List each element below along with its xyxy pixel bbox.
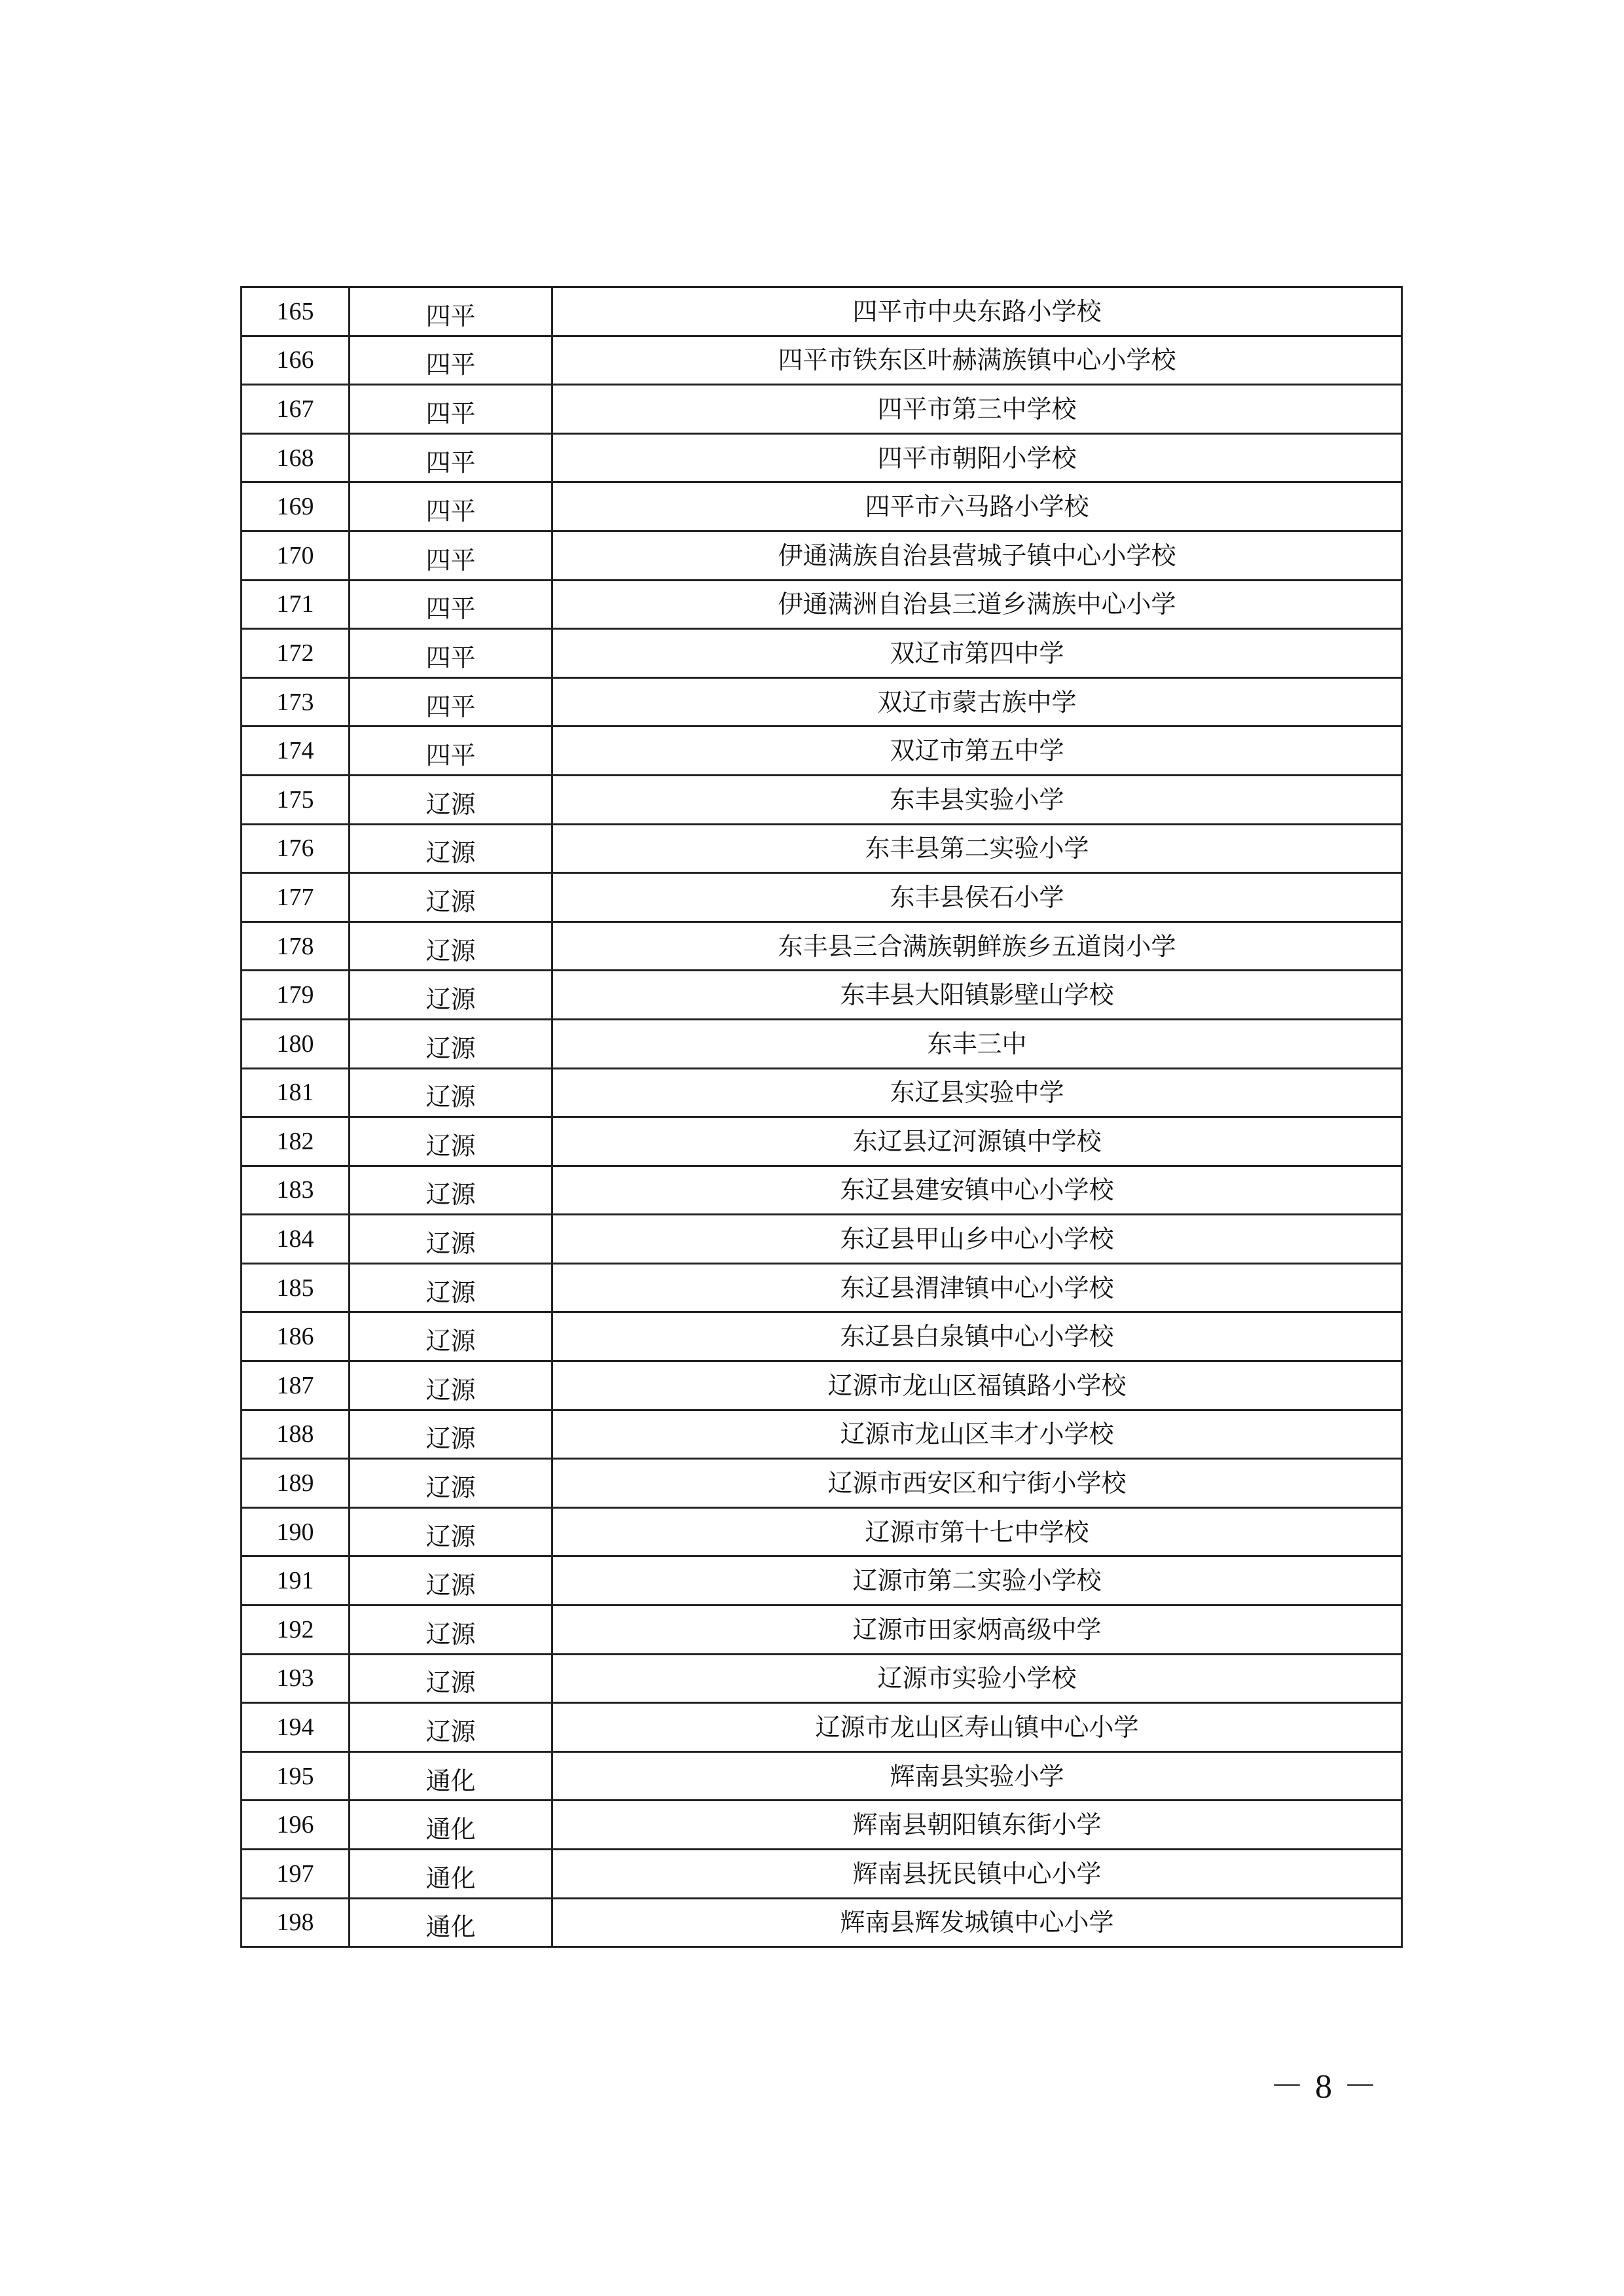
school-name-cell: 辽源市龙山区丰才小学校	[552, 1410, 1402, 1459]
row-number-cell: 180	[242, 1019, 350, 1068]
school-list-table	[240, 286, 1403, 1948]
city-label: 通化	[425, 1863, 476, 1893]
table-row	[242, 433, 1402, 482]
school-name-cell: 双辽市第五中学	[552, 726, 1402, 776]
city-label: 辽源	[425, 1424, 476, 1454]
row-number-cell: 187	[242, 1361, 350, 1410]
city-label: 辽源	[425, 1131, 476, 1160]
school-name-cell: 东丰县实验小学	[552, 775, 1402, 824]
city-cell	[350, 1263, 552, 1312]
row-number-cell: 168	[242, 433, 350, 482]
city-label: 辽源	[425, 1083, 476, 1112]
school-name-cell: 四平市第三中学校	[552, 385, 1402, 434]
school-name-cell: 双辽市第四中学	[552, 629, 1402, 678]
school-name-cell: 东辽县辽河源镇中学校	[552, 1117, 1402, 1166]
school-name-cell: 辉南县抚民镇中心小学	[552, 1850, 1402, 1899]
city-label: 辽源	[425, 1717, 476, 1747]
row-number-cell: 196	[242, 1801, 350, 1850]
school-name-cell: 辽源市西安区和宁街小学校	[552, 1459, 1402, 1508]
school-name-cell: 辉南县辉发城镇中心小学	[552, 1898, 1402, 1947]
row-number-cell: 193	[242, 1654, 350, 1703]
school-name-cell: 伊通满洲自治县三道乡满族中心小学	[552, 580, 1402, 629]
table-row	[242, 1263, 1402, 1312]
table-row	[242, 1410, 1402, 1459]
school-name-cell: 辉南县实验小学	[552, 1751, 1402, 1801]
table-row	[242, 482, 1402, 531]
school-name-cell: 辽源市实验小学校	[552, 1654, 1402, 1703]
school-name-cell: 四平市铁东区叶赫满族镇中心小学校	[552, 336, 1402, 385]
table-row	[242, 1312, 1402, 1361]
city-cell	[350, 1068, 552, 1117]
city-cell	[350, 1801, 552, 1850]
city-label: 四平	[425, 692, 476, 721]
table-row	[242, 1068, 1402, 1117]
row-number-cell: 174	[242, 726, 350, 776]
row-number-cell: 169	[242, 482, 350, 531]
city-label: 辽源	[425, 1327, 476, 1356]
table-row	[242, 1898, 1402, 1947]
city-label: 辽源	[425, 1619, 476, 1649]
city-cell	[350, 1117, 552, 1166]
row-number-cell: 182	[242, 1117, 350, 1166]
city-cell	[350, 1703, 552, 1752]
school-name-cell: 辽源市第二实验小学校	[552, 1556, 1402, 1605]
row-number-cell: 183	[242, 1166, 350, 1215]
page-number: － 8 －	[1269, 2068, 1379, 2106]
school-list-body	[242, 287, 1402, 1947]
city-cell	[350, 1361, 552, 1410]
school-name-cell: 四平市中央东路小学校	[552, 287, 1402, 336]
table-row	[242, 1801, 1402, 1850]
city-cell	[350, 385, 552, 434]
row-number-cell: 194	[242, 1703, 350, 1752]
city-label: 四平	[425, 741, 476, 770]
city-label: 通化	[425, 1912, 476, 1942]
row-number-cell: 173	[242, 677, 350, 726]
row-number-cell: 179	[242, 971, 350, 1020]
city-label: 辽源	[425, 1473, 476, 1503]
school-name-cell: 四平市六马路小学校	[552, 482, 1402, 531]
row-number-cell: 175	[242, 775, 350, 824]
row-number-cell: 167	[242, 385, 350, 434]
table-row	[242, 1117, 1402, 1166]
city-cell	[350, 1751, 552, 1801]
city-cell	[350, 531, 552, 580]
table-row	[242, 971, 1402, 1020]
row-number-cell: 195	[242, 1751, 350, 1801]
table-row	[242, 531, 1402, 580]
row-number-cell: 176	[242, 824, 350, 873]
school-name-cell: 东辽县实验中学	[552, 1068, 1402, 1117]
table-row	[242, 629, 1402, 678]
table-row	[242, 385, 1402, 434]
city-label: 辽源	[425, 1571, 476, 1600]
city-label: 通化	[425, 1815, 476, 1844]
city-label: 四平	[425, 545, 476, 575]
table-row	[242, 1215, 1402, 1264]
table-row	[242, 1507, 1402, 1556]
city-cell	[350, 1850, 552, 1899]
city-cell	[350, 677, 552, 726]
city-cell	[350, 1459, 552, 1508]
row-number-cell: 192	[242, 1605, 350, 1655]
city-cell	[350, 1898, 552, 1947]
row-number-cell: 189	[242, 1459, 350, 1508]
school-name-cell: 双辽市蒙古族中学	[552, 677, 1402, 726]
city-label: 四平	[425, 399, 476, 428]
row-number-cell: 172	[242, 629, 350, 678]
city-cell	[350, 1654, 552, 1703]
city-label: 辽源	[425, 887, 476, 916]
school-name-cell: 东辽县建安镇中心小学校	[552, 1166, 1402, 1215]
row-number-cell: 198	[242, 1898, 350, 1947]
table-row	[242, 726, 1402, 776]
row-number-cell: 166	[242, 336, 350, 385]
row-number-cell: 178	[242, 922, 350, 971]
row-number-cell: 190	[242, 1507, 350, 1556]
row-number-cell: 170	[242, 531, 350, 580]
school-name-cell: 四平市朝阳小学校	[552, 433, 1402, 482]
row-number-cell: 197	[242, 1850, 350, 1899]
city-label: 四平	[425, 448, 476, 477]
city-label: 四平	[425, 350, 476, 380]
row-number-cell: 177	[242, 873, 350, 922]
row-number-cell: 184	[242, 1215, 350, 1264]
school-name-cell: 辽源市龙山区福镇路小学校	[552, 1361, 1402, 1410]
city-cell	[350, 287, 552, 336]
city-cell	[350, 1410, 552, 1459]
city-label: 辽源	[425, 1033, 476, 1063]
city-cell	[350, 971, 552, 1020]
table-row	[242, 922, 1402, 971]
row-number-cell: 186	[242, 1312, 350, 1361]
city-cell	[350, 873, 552, 922]
table-row	[242, 1556, 1402, 1605]
city-label: 辽源	[425, 1375, 476, 1405]
school-name-cell: 东丰县第二实验小学	[552, 824, 1402, 873]
school-name-cell: 辽源市田家炳高级中学	[552, 1605, 1402, 1655]
school-name-cell: 东丰县侯石小学	[552, 873, 1402, 922]
school-name-cell: 东辽县甲山乡中心小学校	[552, 1215, 1402, 1264]
table-row	[242, 775, 1402, 824]
row-number-cell: 191	[242, 1556, 350, 1605]
city-cell	[350, 1507, 552, 1556]
row-number-cell: 185	[242, 1263, 350, 1312]
table-row	[242, 1654, 1402, 1703]
school-name-cell: 辽源市龙山区寿山镇中心小学	[552, 1703, 1402, 1752]
row-number-cell: 165	[242, 287, 350, 336]
school-name-cell: 东丰县三合满族朝鲜族乡五道岗小学	[552, 922, 1402, 971]
table-row	[242, 677, 1402, 726]
city-label: 辽源	[425, 1522, 476, 1551]
city-label: 辽源	[425, 1278, 476, 1307]
city-cell	[350, 1312, 552, 1361]
city-cell	[350, 1556, 552, 1605]
table-row	[242, 1166, 1402, 1215]
table-row	[242, 1019, 1402, 1068]
school-name-cell: 伊通满族自治县营城子镇中心小学校	[552, 531, 1402, 580]
city-label: 通化	[425, 1766, 476, 1795]
school-name-cell: 辉南县朝阳镇东街小学	[552, 1801, 1402, 1850]
city-label: 辽源	[425, 1229, 476, 1259]
city-label: 四平	[425, 643, 476, 672]
city-label: 辽源	[425, 838, 476, 868]
table-row	[242, 1361, 1402, 1410]
school-name-cell: 东丰县大阳镇影壁山学校	[552, 971, 1402, 1020]
table-row	[242, 287, 1402, 336]
table-row	[242, 580, 1402, 629]
city-cell	[350, 1215, 552, 1264]
city-cell	[350, 336, 552, 385]
city-cell	[350, 824, 552, 873]
city-label: 辽源	[425, 1668, 476, 1698]
row-number-cell: 171	[242, 580, 350, 629]
city-label: 辽源	[425, 789, 476, 819]
table-row	[242, 1850, 1402, 1899]
table-row	[242, 824, 1402, 873]
row-number-cell: 181	[242, 1068, 350, 1117]
city-cell	[350, 629, 552, 678]
row-number-cell: 188	[242, 1410, 350, 1459]
school-name-cell: 东丰三中	[552, 1019, 1402, 1068]
city-cell	[350, 1019, 552, 1068]
table-row	[242, 873, 1402, 922]
city-label: 四平	[425, 497, 476, 526]
city-label: 辽源	[425, 936, 476, 965]
table-row	[242, 1751, 1402, 1801]
city-cell	[350, 922, 552, 971]
school-name-cell: 东辽县白泉镇中心小学校	[552, 1312, 1402, 1361]
city-label: 四平	[425, 594, 476, 624]
city-cell	[350, 726, 552, 776]
city-label: 四平	[425, 301, 476, 331]
school-name-cell: 东辽县渭津镇中心小学校	[552, 1263, 1402, 1312]
city-cell	[350, 482, 552, 531]
table-row	[242, 1703, 1402, 1752]
table-row	[242, 1605, 1402, 1655]
table-row	[242, 1459, 1402, 1508]
city-label: 辽源	[425, 985, 476, 1014]
city-cell	[350, 580, 552, 629]
city-cell	[350, 433, 552, 482]
school-name-cell: 辽源市第十七中学校	[552, 1507, 1402, 1556]
city-cell	[350, 1605, 552, 1655]
city-cell	[350, 1166, 552, 1215]
table-row	[242, 336, 1402, 385]
city-cell	[350, 775, 552, 824]
city-label: 辽源	[425, 1180, 476, 1210]
